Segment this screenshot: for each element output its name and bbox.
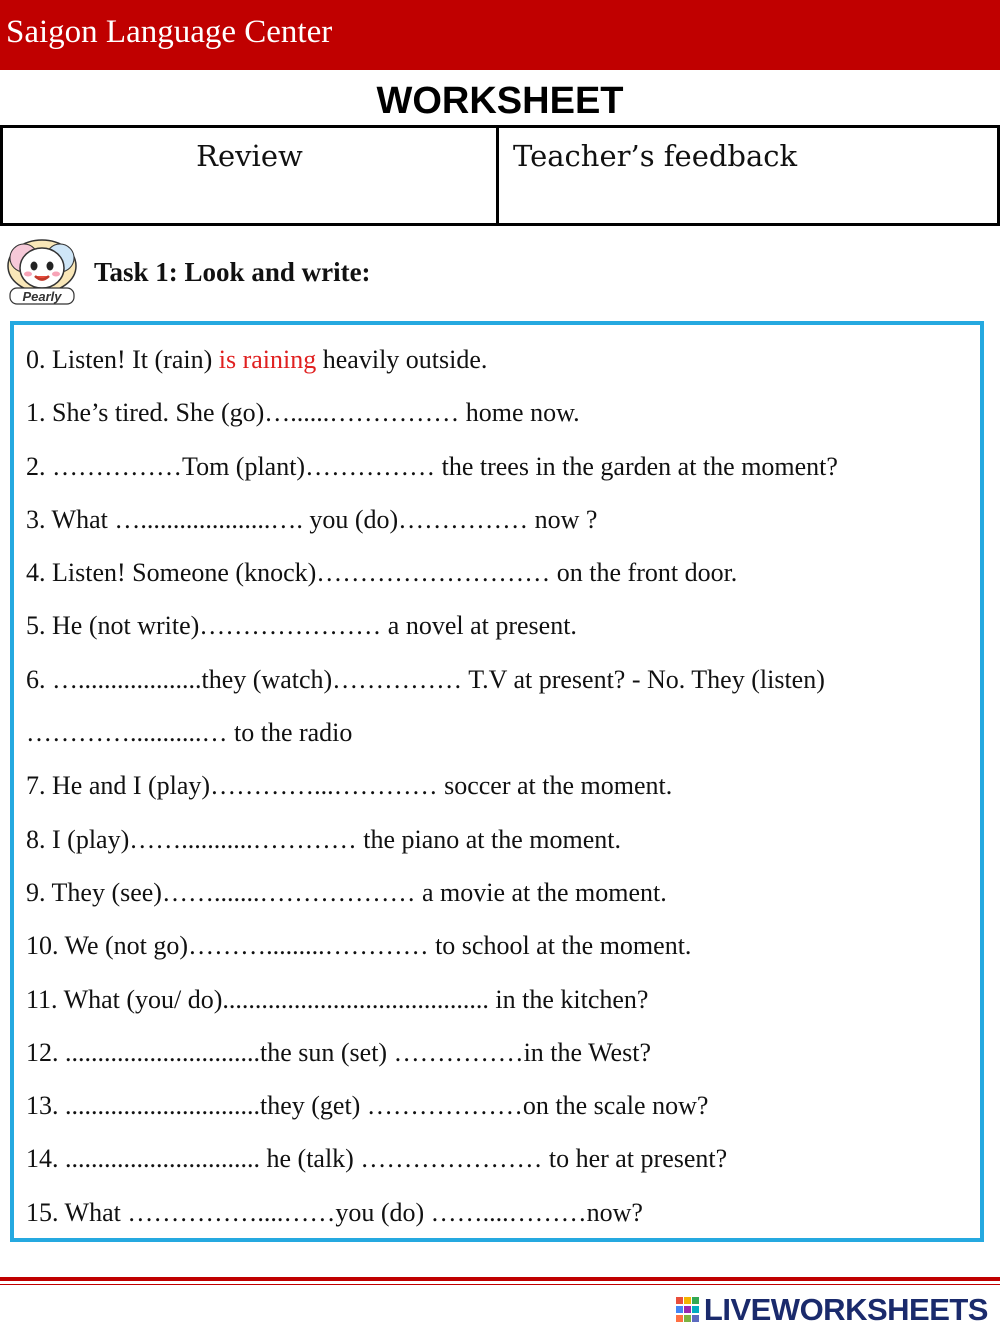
- header-bar: [0, 0, 1000, 70]
- brand-text: LIVEWORKSHEETS: [703, 1292, 988, 1327]
- exercise-item: 11. What (you/ do)......................................... in the kitchen?: [26, 984, 649, 1014]
- exercise-item: 2. ……………Tom (plant)…………… the trees in the garden at the moment?: [26, 451, 838, 481]
- example-after: heavily outside.: [316, 345, 488, 374]
- example-answer: is raining: [218, 345, 317, 374]
- teacher-feedback-cell: [499, 128, 997, 223]
- exercise-item: 10. We (not go)……….........………… to school at the moment.: [26, 931, 692, 961]
- exercise-item: 5. He (not write)………………… a novel at present.: [26, 611, 577, 641]
- review-feedback-table: [0, 125, 1000, 226]
- liveworksheets-brand[interactable]: [676, 1290, 988, 1330]
- mascot-label: Pearly: [22, 289, 62, 304]
- footer-rule: [0, 1277, 1000, 1281]
- example-before: 0. Listen! It (rain): [26, 345, 219, 374]
- teacher-feedback-label: Teacher’s feedback: [513, 139, 798, 173]
- exercise-item: 4. Listen! Someone (knock)……………………… on the front door.: [26, 558, 738, 588]
- review-cell: [3, 128, 496, 223]
- exercise-item: 6. …...................they (watch)…………… T.V at present? - No. They (listen): [26, 664, 825, 694]
- exercise-item: 14. .............................. he (talk) ………………… to her at present?: [26, 1144, 728, 1174]
- exercise-item: 8. I (play)……...........………… the piano at the moment.: [26, 824, 622, 854]
- exercise-list: [26, 340, 976, 1246]
- exercise-item-continuation: …………...........… to the radio: [26, 718, 353, 748]
- footer-rule-thin: [0, 1284, 1000, 1285]
- exercise-item: 3. What …....................…. you (do)…………… now ?: [26, 504, 598, 534]
- center-name: Saigon Language Center: [6, 14, 333, 50]
- worksheet-title: WORKSHEET: [376, 80, 624, 122]
- exercise-item: 9. They (see)…….......……………… a movie at the moment.: [26, 877, 667, 907]
- exercise-item: 1. She’s tired. She (go)…......…………… home now.: [26, 398, 580, 428]
- exercise-item: 7. He and I (play)…………...………… soccer at the moment.: [26, 771, 673, 801]
- task-title: Task 1: Look and write:: [94, 257, 371, 287]
- example-item: [26, 340, 976, 393]
- review-label: Review: [196, 139, 303, 173]
- exercise-item: 13. ..............................they (get) ………………on the scale now?: [26, 1091, 709, 1121]
- liveworksheets-logo-icon: [676, 1297, 700, 1323]
- pearly-mascot-icon: [4, 236, 80, 308]
- exercise-item: 15. What ……………....……you (do) ……....………now?: [26, 1197, 643, 1227]
- exercise-item: 12. ..............................the sun (set) ……………in the West?: [26, 1037, 651, 1067]
